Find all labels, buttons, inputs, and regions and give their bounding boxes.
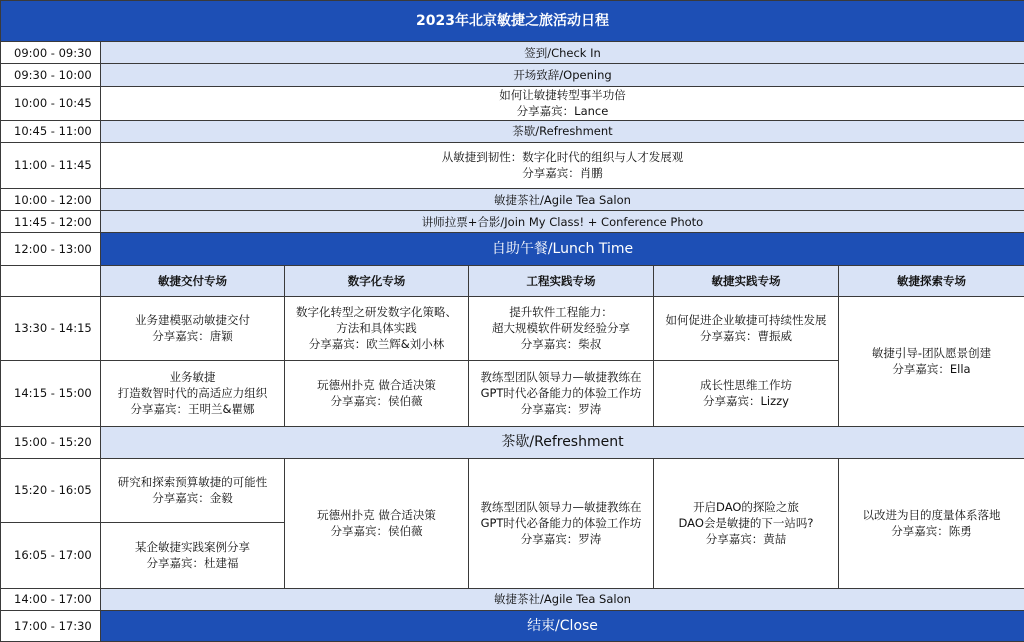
time-cell: 13:30 - 14:15: [1, 296, 101, 360]
session-speaker: 分享嘉宾：唐颖: [152, 329, 233, 344]
session-title: 业务建模驱动敏捷交付: [135, 313, 250, 328]
session-speaker: 分享嘉宾：罗涛: [520, 532, 602, 547]
session-speaker: 分享嘉宾：罗涛: [520, 402, 602, 417]
session-title: 业务敏捷: [169, 370, 216, 385]
session-cell: [285, 458, 469, 588]
session-speaker: 分享嘉宾：Lance: [516, 104, 609, 119]
session-title: 以改进为目的度量体系落地: [862, 508, 1001, 523]
session-speaker: 分享嘉宾：侯伯薇: [330, 524, 423, 539]
session-speaker: 分享嘉宾：杜建福: [146, 556, 239, 571]
track-header: 敏捷探索专场: [839, 265, 1024, 296]
plenary-session: 茶歇/Refreshment: [101, 426, 1024, 458]
session-cell: [654, 296, 839, 360]
schedule-row: [1, 233, 1024, 265]
session-speaker: 分享嘉宾：陈勇: [891, 524, 972, 539]
page-title: 2023年北京敏捷之旅活动日程: [1, 1, 1024, 42]
schedule-row: [1, 189, 1024, 211]
session-title: 打造数智时代的高适应力组织: [117, 386, 268, 401]
time-cell: 12:00 - 13:00: [1, 233, 101, 265]
session-cell: [285, 296, 469, 360]
session-speaker: 分享嘉宾：金毅: [152, 491, 233, 506]
session-title: 教练型团队领导力—敏捷教练在: [480, 370, 642, 385]
track-header: 工程实践专场: [469, 265, 654, 296]
session-speaker: 分享嘉宾：柴叔: [520, 337, 602, 352]
time-cell: 11:00 - 11:45: [1, 142, 101, 188]
session-title: 超大规模软件研发经验分享: [492, 321, 630, 336]
schedule-row: [1, 458, 1024, 522]
schedule-row: [1, 64, 1024, 86]
track-header: 敏捷交付专场: [101, 265, 285, 296]
session-cell: [654, 458, 839, 588]
time-cell: 17:00 - 17:30: [1, 610, 101, 641]
plenary-session: 讲师拉票+合影/Join My Class! + Conference Photo: [101, 211, 1024, 233]
plenary-session: 自助午餐/Lunch Time: [101, 233, 1024, 265]
plenary-session: 开场致辞/Opening: [101, 64, 1024, 86]
session-title: 敏捷引导-团队愿景创建: [871, 346, 992, 361]
session-title: GPT时代必备能力的体验工作坊: [480, 516, 642, 531]
schedule-row: [1, 296, 1024, 360]
session-speaker: 分享嘉宾：王明兰&瞿娜: [130, 402, 255, 417]
time-cell: 10:45 - 11:00: [1, 120, 101, 142]
session-title: 玩德州扑克 做合适决策: [317, 378, 436, 393]
track-header-row: [1, 265, 1024, 296]
session-speaker: 分享嘉宾：侯伯薇: [330, 394, 423, 409]
track-header: 数字化专场: [285, 265, 469, 296]
schedule-row: [1, 211, 1024, 233]
session-title: 数字化转型之研发数字化策略、: [296, 305, 457, 320]
session-title: DAO会是敏捷的下一站吗?: [678, 516, 814, 531]
schedule-row: [1, 86, 1024, 120]
time-cell: 11:45 - 12:00: [1, 211, 101, 233]
session-cell: [285, 361, 469, 426]
corner-cell: [1, 265, 101, 296]
session-title: 研究和探索预算敏捷的可能性: [117, 475, 268, 490]
session-speaker: 分享嘉宾：欧兰辉&刘小林: [308, 337, 445, 352]
time-cell: 09:30 - 10:00: [1, 64, 101, 86]
plenary-session: 敏捷茶社/Agile Tea Salon: [101, 189, 1024, 211]
session-cell: [101, 458, 285, 522]
session-title: 从敏捷到韧性：数字化时代的组织与人才发展观: [441, 150, 684, 165]
track-header: 敏捷实践专场: [654, 265, 839, 296]
time-cell: 15:00 - 15:20: [1, 426, 101, 458]
session-cell: [469, 361, 654, 426]
session-speaker: 分享嘉宾：曹振威: [700, 329, 792, 344]
session-title: 如何让敏捷转型事半功倍: [499, 88, 626, 103]
time-cell: 16:05 - 17:00: [1, 523, 101, 588]
session-title: 如何促进企业敏捷可持续性发展: [665, 313, 827, 328]
time-cell: 10:00 - 12:00: [1, 189, 101, 211]
session-title: 玩德州扑克 做合适决策: [317, 508, 436, 523]
session-title: 提升软件工程能力：: [509, 305, 613, 320]
plenary-session: 结束/Close: [101, 610, 1024, 641]
session-speaker: 分享嘉宾：肖鹏: [522, 166, 603, 181]
session-speaker: 分享嘉宾：Ella: [892, 362, 971, 377]
schedule-row: [1, 426, 1024, 458]
plenary-session: 签到/Check In: [101, 42, 1024, 64]
schedule-row: [1, 42, 1024, 64]
session-speaker: 分享嘉宾：Lizzy: [703, 394, 789, 409]
session-cell: [101, 361, 285, 426]
time-cell: 09:00 - 09:30: [1, 42, 101, 64]
schedule-row: [1, 120, 1024, 142]
session-cell: [469, 458, 654, 588]
plenary-session: 茶歇/Refreshment: [101, 120, 1024, 142]
session-cell: [839, 296, 1024, 426]
session-cell: [839, 458, 1024, 588]
time-cell: 14:15 - 15:00: [1, 361, 101, 426]
title-row: [1, 1, 1024, 42]
time-cell: 14:00 - 17:00: [1, 588, 101, 610]
session-title: 开启DAO的探险之旅: [693, 500, 799, 515]
session-title: GPT时代必备能力的体验工作坊: [480, 386, 642, 401]
schedule-row: [1, 588, 1024, 610]
time-cell: 15:20 - 16:05: [1, 458, 101, 522]
plenary-session: [101, 86, 1024, 120]
plenary-session: [101, 142, 1024, 188]
session-speaker: 分享嘉宾：黄喆: [705, 532, 787, 547]
schedule-row: [1, 142, 1024, 188]
time-cell: 10:00 - 10:45: [1, 86, 101, 120]
session-cell: [101, 296, 285, 360]
session-title: 方法和具体实践: [336, 321, 417, 336]
session-title: 教练型团队领导力—敏捷教练在: [480, 500, 642, 515]
plenary-session: 敏捷茶社/Agile Tea Salon: [101, 588, 1024, 610]
session-title: 成长性思维工作坊: [700, 378, 792, 393]
session-cell: [101, 523, 285, 588]
session-cell: [654, 361, 839, 426]
session-title: 某企敏捷实践案例分享: [135, 540, 250, 555]
session-cell: [469, 296, 654, 360]
schedule-row: [1, 610, 1024, 641]
